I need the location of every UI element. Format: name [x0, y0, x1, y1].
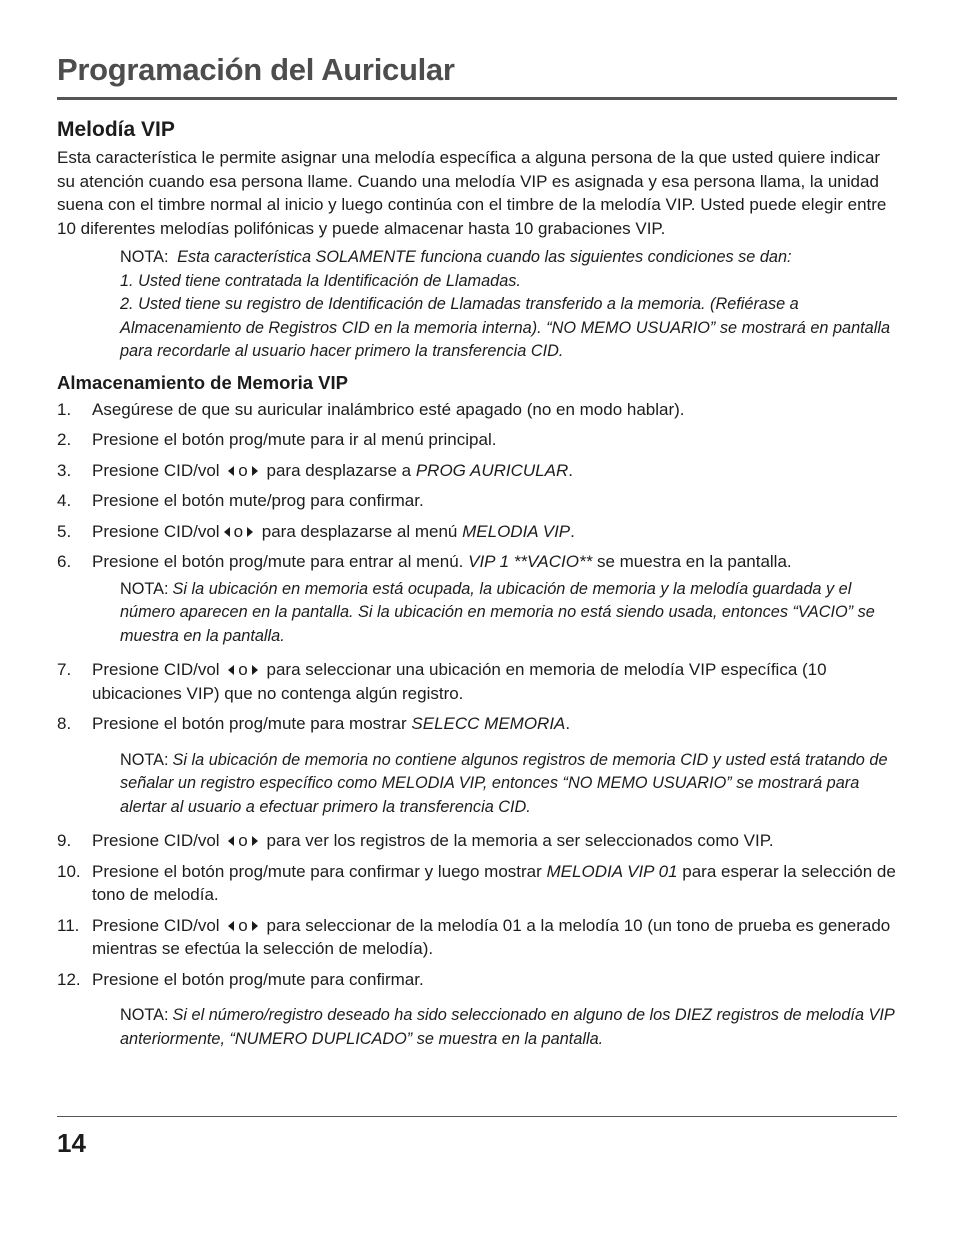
step-menu-name: PROG AURICULAR [415, 460, 569, 480]
step-11 [57, 914, 897, 961]
step-end: . [570, 521, 575, 541]
page-title: Programación del Auricular [57, 52, 455, 87]
step-text: Presione el botón mute/prog para confirmar. [92, 491, 424, 510]
section-heading: Melodía VIP [57, 118, 175, 141]
step-3 [57, 459, 897, 483]
step-number: 8. [57, 714, 72, 733]
step-number: 12. [57, 969, 81, 989]
note-label: NOTA: [120, 579, 169, 598]
note-memory-location [120, 578, 897, 649]
step-number: 3. [57, 460, 72, 480]
step-text-post: para desplazarse al menú [261, 521, 458, 541]
right-arrow-icon [252, 466, 258, 476]
step-text: Presione CID/vol [92, 915, 220, 935]
note-condition-2: 2. Usted tiene su registro de Identificación de Llamadas transferido a la memoria. (Refiérase a Almacenamiento de Registros CID en la memoria interna). “NO MEMO USUARIO” se mostrará en pantalla para recordarle al usuario hacer primero la transferencia CID. [120, 295, 891, 360]
page-number: 14 [57, 1128, 86, 1158]
step-4 [57, 489, 897, 513]
note-conditions [120, 246, 897, 364]
step-number: 4. [57, 491, 72, 510]
note-no-cid-records [120, 749, 897, 820]
step-text: Presione CID/vol [92, 660, 220, 679]
right-arrow-icon [247, 527, 253, 537]
left-arrow-icon [224, 527, 230, 537]
subsection-heading: Almacenamiento de Memoria VIP [57, 371, 348, 393]
step-text: Presione CID/vol [92, 521, 220, 541]
step-number: 6. [57, 552, 72, 571]
note-duplicate-number [120, 1004, 897, 1051]
step-end: . [565, 714, 571, 733]
step-or: o [238, 915, 248, 935]
steps-list-continued-2 [57, 829, 897, 991]
note-text: Si el número/registro deseado ha sido seleccionado en alguno de los DIEZ registros de melodía VIP anteriormente, “NUMERO DUPLICADO” se muestra en la pantalla. [120, 1006, 895, 1048]
step-text: Presione el botón prog/mute para confirmar. [92, 969, 424, 989]
steps-list [57, 398, 897, 574]
step-6 [57, 550, 897, 574]
note-label: NOTA: [120, 750, 169, 769]
step-display-text: SELECC MEMORIA [411, 714, 566, 733]
step-end: se muestra en la pantalla. [596, 552, 792, 571]
step-text-post: para seleccionar de la melodía 01 a la melodía 10 (un tono de prueba es generado mientras se efectúa la selección de melodía). [92, 915, 891, 958]
note-text: Si la ubicación de memoria no contiene algunos registros de memoria CID y usted está tratando de señalar un registro específico como MELODIA VIP, entonces “NO MEMO USUARIO” se mostrará para alertar al usuario a efectuar primero la transferencia CID. [120, 750, 888, 816]
step-display-text: VIP 1 **VACIO** [468, 552, 593, 571]
step-text: Presione CID/vol [92, 831, 220, 850]
step-text: Presione el botón prog/mute para mostrar [92, 714, 407, 733]
step-number: 5. [57, 521, 72, 541]
step-5 [57, 520, 897, 544]
left-arrow-icon [228, 466, 234, 476]
step-text-post: para ver los registros de la memoria a ser seleccionados como VIP. [266, 831, 774, 850]
step-number: 9. [57, 831, 72, 850]
step-end: . [568, 460, 573, 480]
right-arrow-icon [252, 836, 258, 846]
note-text: Si la ubicación en memoria está ocupada, la ubicación de memoria y la melodía guardada y el número aparecen en la pantalla. Si la ubicación en memoria no está siendo usada, entonces “VACIO” se muestra en la pantalla. [120, 579, 875, 645]
step-number: 1. [57, 399, 72, 419]
step-number: 10. [57, 861, 81, 881]
note-condition-1: 1. Usted tiene contratada la Identificación de Llamadas. [120, 271, 521, 290]
step-or: o [238, 460, 248, 480]
left-arrow-icon [228, 921, 234, 931]
right-arrow-icon [252, 665, 258, 675]
page-content [57, 118, 897, 1051]
note-text: Esta característica SOLAMENTE funciona cuando las siguientes condiciones se dan: [177, 248, 792, 266]
steps-list-continued [57, 658, 897, 736]
left-arrow-icon [228, 836, 234, 846]
step-10 [57, 860, 897, 907]
intro-paragraph: Esta característica le permite asignar una melodía específica a alguna persona de la que usted quiere indicar su atención cuando esa persona llame. Cuando una melodía VIP es asignada y esa persona llama, la unidad suena con el timbre normal al inicio y luego continúa con el timbre de la melodía VIP. Usted puede elegir entre 10 diferentes melodías polifónicas y puede almacenar hasta 10 grabaciones VIP. [57, 148, 887, 238]
left-arrow-icon [228, 665, 234, 675]
note-label: NOTA: [120, 248, 169, 266]
step-display-text: MELODIA VIP 01 [546, 861, 678, 881]
step-or: o [238, 831, 248, 850]
step-1 [57, 398, 897, 422]
note-label: NOTA: [120, 1006, 169, 1024]
step-8 [57, 712, 897, 736]
step-text-post: para seleccionar una ubicación en memoria de melodía VIP específica (10 ubicaciones VIP) que no contenga algún registro. [92, 660, 827, 703]
step-text: Presione el botón prog/mute para entrar al menú. [92, 552, 464, 571]
step-text: Presione el botón prog/mute para ir al menú principal. [92, 430, 497, 449]
step-end: para esperar la selección de tono de melodía. [92, 861, 896, 904]
step-number: 7. [57, 660, 72, 679]
step-12 [57, 968, 897, 992]
step-2 [57, 428, 897, 452]
step-number: 2. [57, 430, 72, 449]
step-or: o [233, 521, 244, 541]
step-7 [57, 658, 897, 705]
step-or: o [238, 660, 248, 679]
step-text: Asegúrese de que su auricular inalámbrico esté apagado (no en modo hablar). [92, 399, 685, 419]
footer-divider [57, 1116, 897, 1117]
right-arrow-icon [252, 921, 258, 931]
step-number: 11. [57, 915, 80, 935]
step-text: Presione CID/vol [92, 460, 220, 480]
step-9 [57, 829, 897, 853]
step-text-post: para desplazarse a [266, 460, 412, 480]
step-text: Presione el botón prog/mute para confirmar y luego mostrar [92, 861, 542, 881]
title-divider [57, 97, 897, 100]
step-menu-name: MELODIA VIP [462, 521, 571, 541]
